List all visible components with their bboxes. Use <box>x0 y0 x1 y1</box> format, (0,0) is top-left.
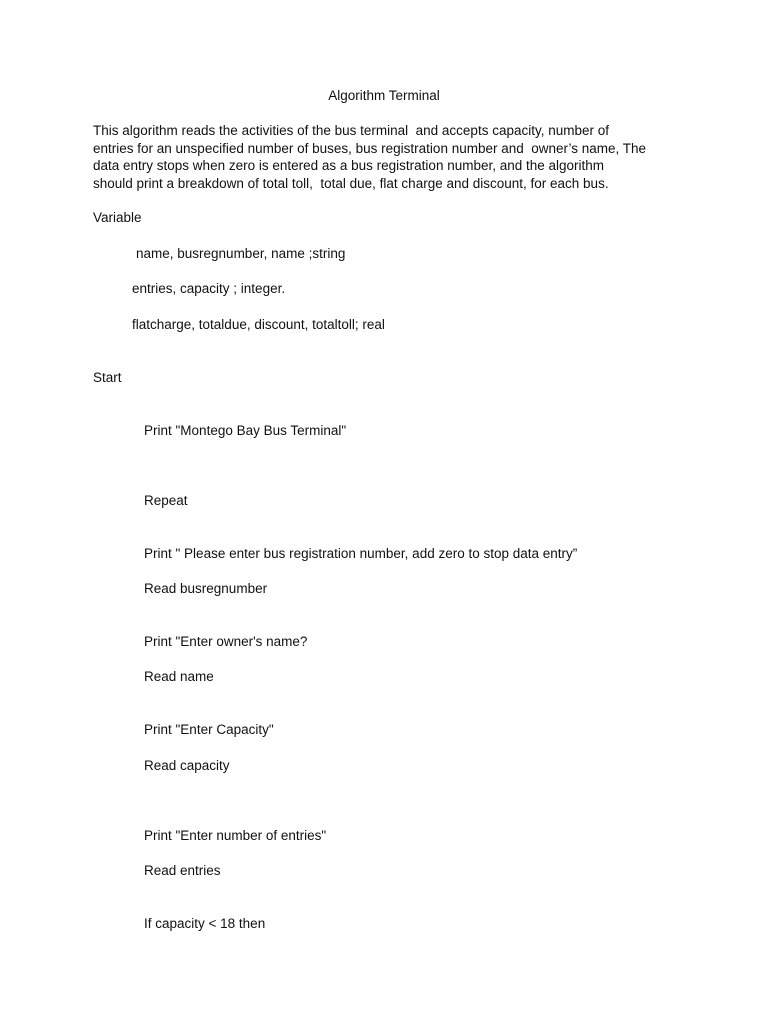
intro-line: data entry stops when zero is entered as a bus registration number, and the algorithm <box>93 158 605 173</box>
variable-declaration-strings: name, busregnumber, name ;string <box>136 246 346 261</box>
statement-read-regnumber: Read busregnumber <box>144 581 268 596</box>
start-heading: Start <box>93 370 122 385</box>
intro-line: entries for an unspecified number of buses, bus registration number and owner’s name, The <box>93 140 647 156</box>
statement-print-entries-prompt: Print "Enter number of entries" <box>144 828 327 843</box>
variable-declaration-integers: entries, capacity ; integer. <box>132 281 286 296</box>
variable-heading: Variable <box>93 210 142 225</box>
intro-line: This algorithm reads the activities of the bus terminal and accepts capacity, number of <box>93 123 609 138</box>
variable-declaration-reals: flatcharge, totaldue, discount, totaltoll; real <box>132 317 385 332</box>
document-title: Algorithm Terminal <box>328 88 440 103</box>
statement-print-capacity-prompt: Print "Enter Capacity" <box>144 722 274 737</box>
statement-repeat: Repeat <box>144 493 188 508</box>
intro-paragraph <box>93 122 693 192</box>
statement-print-regnumber-prompt: Print " Please enter bus registration number, add zero to stop data entry” <box>144 546 578 561</box>
statement-print-owner-prompt: Print "Enter owner's name? <box>144 634 308 649</box>
statement-read-entries: Read entries <box>144 863 221 878</box>
statement-if-capacity: If capacity < 18 then <box>144 916 266 931</box>
statement-read-capacity: Read capacity <box>144 758 230 773</box>
statement-read-name: Read name <box>144 669 214 684</box>
statement-print-title: Print "Montego Bay Bus Terminal" <box>144 423 347 438</box>
intro-line: should print a breakdown of total toll, total due, flat charge and discount, for each bus. <box>93 175 609 191</box>
